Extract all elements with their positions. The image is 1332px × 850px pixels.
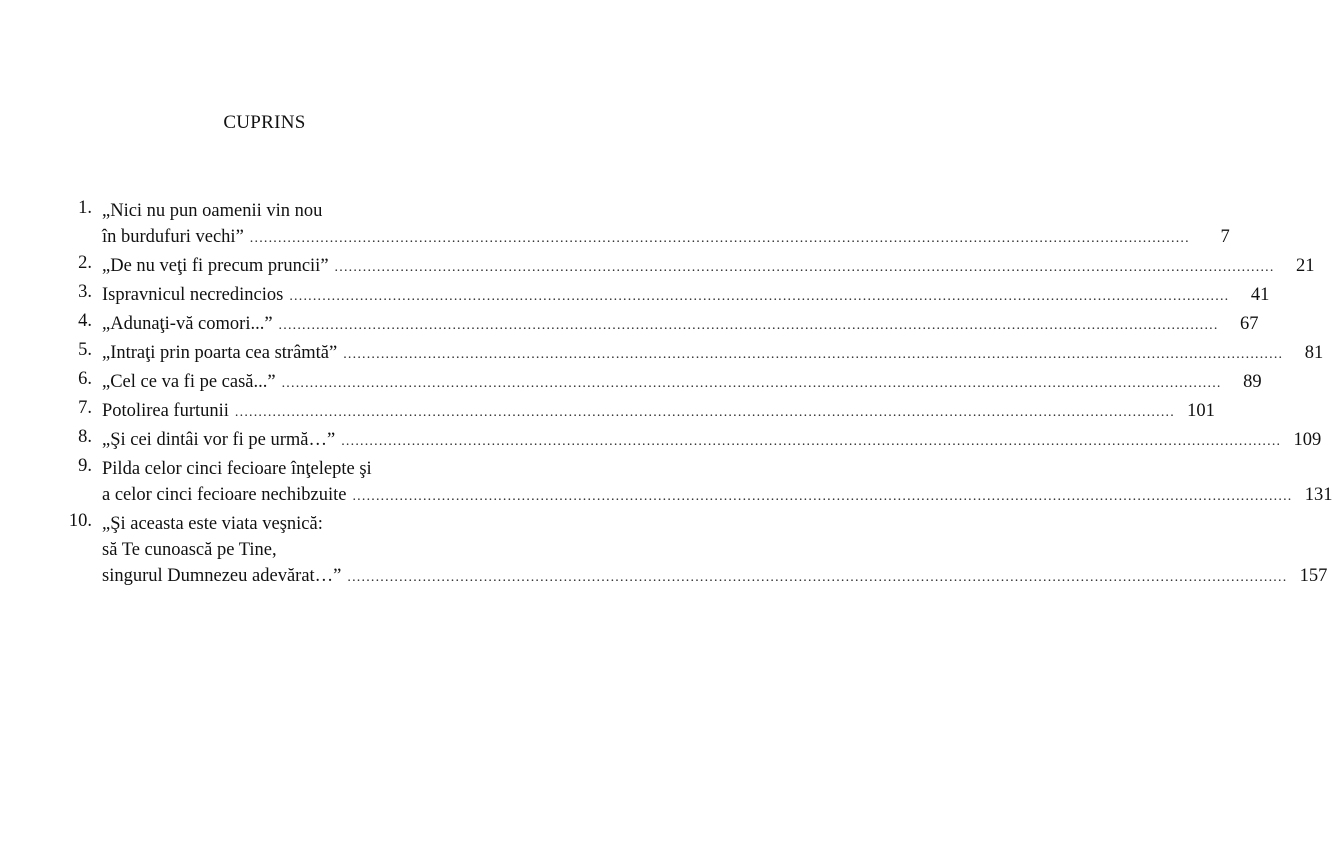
toc-entry-title-line: „De nu veţi fi precum pruncii”	[102, 256, 329, 276]
toc-entry[interactable]	[52, 398, 1215, 424]
toc-entry-number: 7.	[78, 398, 92, 418]
toc-entry-number: 10.	[68, 511, 92, 531]
toc-entry[interactable]	[52, 511, 1328, 589]
toc-entry-page-number: 101	[1187, 401, 1215, 421]
toc-entry-title-line: Ispravnicul necredincios	[102, 285, 284, 305]
toc-entry-title-line: în burdufuri vechi”	[102, 227, 244, 247]
toc-entry-page-number: 89	[1243, 372, 1262, 392]
dot-leader: ........................................................................................................................................................................................................	[334, 260, 1275, 275]
toc-entry[interactable]	[52, 340, 1324, 366]
toc-entry-number: 5.	[78, 340, 92, 360]
toc-entry[interactable]	[52, 427, 1322, 453]
toc-entry-title-line: „Nici nu pun oamenii vin nou	[102, 201, 323, 221]
toc-entry-page-number: 157	[1299, 566, 1328, 586]
toc-entry-number: 9.	[78, 456, 92, 476]
toc-entry-title-line: „Intraţi prin poarta cea strâmtă”	[102, 343, 338, 363]
toc-entry-title-line: „Şi cei dintâi vor fi pe urmă…”	[102, 430, 336, 450]
toc-entry-page-number: 131	[1304, 485, 1332, 505]
dot-leader: ........................................................................................................................................................................................................	[341, 434, 1282, 449]
toc-entry[interactable]	[52, 369, 1262, 395]
toc-entry[interactable]	[52, 282, 1270, 308]
toc-entry-number: 1.	[78, 198, 92, 218]
toc-entry-title-line: „Şi aceasta este viata veşnică:	[102, 514, 323, 534]
toc-entry[interactable]	[52, 311, 1259, 337]
toc-entry-number: 2.	[78, 253, 92, 273]
toc-entry-page-number: 67	[1240, 314, 1259, 334]
toc-entry-page-number: 7	[1220, 227, 1230, 247]
dot-leader: ........................................................................................................................................................................................................	[289, 289, 1230, 304]
table-of-contents	[52, 198, 1332, 592]
page-title: CUPRINS	[223, 112, 306, 133]
toc-entry-page-number: 21	[1296, 256, 1315, 276]
dot-leader: ........................................................................................................................................................................................................	[249, 231, 1190, 246]
toc-entry[interactable]	[52, 253, 1315, 279]
dot-leader: ........................................................................................................................................................................................................	[347, 570, 1288, 585]
toc-entry-number: 4.	[78, 311, 92, 331]
toc-entry-title-line: Pilda celor cinci fecioare înţelepte şi	[102, 459, 372, 479]
dot-leader: ........................................................................................................................................................................................................	[343, 347, 1284, 362]
toc-entry-number: 3.	[78, 282, 92, 302]
toc-entry-title-line: singurul Dumnezeu adevărat…”	[102, 566, 342, 586]
dot-leader: ........................................................................................................................................................................................................	[352, 489, 1293, 504]
toc-entry[interactable]	[52, 198, 1230, 250]
toc-entry-title-line: Potolirea furtunii	[102, 401, 229, 421]
toc-entry-title-line: a celor cinci fecioare nechibzuite	[102, 485, 347, 505]
toc-entry[interactable]	[52, 456, 1332, 508]
toc-entry-number: 6.	[78, 369, 92, 389]
toc-entry-title-line: „Cel ce va fi pe casă...”	[102, 372, 276, 392]
dot-leader: ........................................................................................................................................................................................................	[278, 318, 1219, 333]
toc-entry-page-number: 41	[1250, 285, 1270, 305]
toc-entry-page-number: 81	[1304, 343, 1324, 363]
toc-entry-title-line: să Te cunoască pe Tine,	[102, 540, 277, 560]
toc-entry-page-number: 109	[1293, 430, 1322, 450]
toc-entry-number: 8.	[78, 427, 92, 447]
dot-leader: ........................................................................................................................................................................................................	[234, 405, 1175, 420]
dot-leader: ........................................................................................................................................................................................................	[281, 376, 1222, 391]
toc-entry-title-line: „Adunaţi-vă comori...”	[102, 314, 273, 334]
